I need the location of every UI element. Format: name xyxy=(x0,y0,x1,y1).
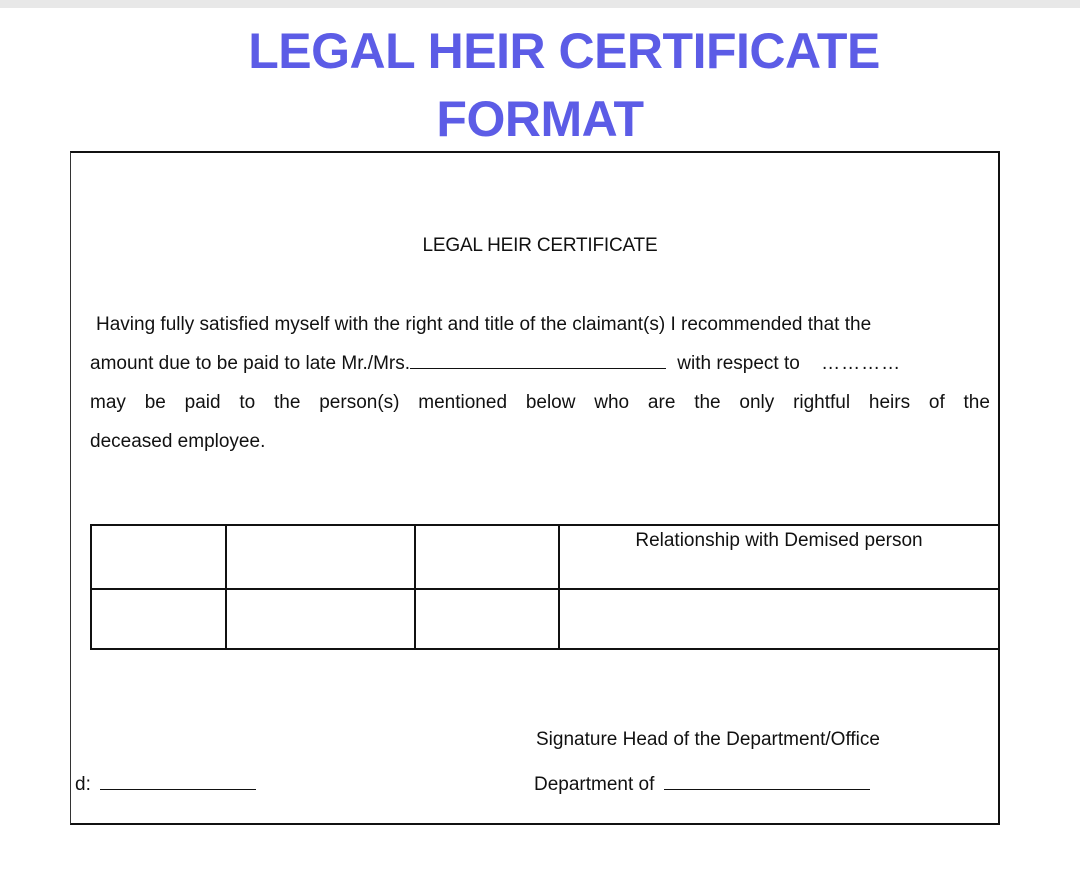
word: may xyxy=(90,392,126,413)
word: the xyxy=(274,392,301,413)
paragraph-line-1: Having fully satisfied myself with the right and title of the claimant(s) I recommended that the xyxy=(96,314,872,335)
department-field xyxy=(534,769,870,796)
paragraph-line-3 xyxy=(90,383,990,422)
word: the xyxy=(694,392,721,413)
word: paid xyxy=(184,392,221,413)
table-header-cell xyxy=(226,525,415,589)
table-cell[interactable] xyxy=(226,589,415,649)
paragraph-line-2 xyxy=(90,344,901,383)
respect-to-blank[interactable]: ………… xyxy=(821,353,902,374)
table-row xyxy=(91,589,999,649)
table-header-cell xyxy=(415,525,559,589)
paragraph-line-2-middle: with respect to xyxy=(677,353,800,374)
department-blank[interactable] xyxy=(664,769,870,790)
word: the xyxy=(963,392,990,413)
department-label: Department of xyxy=(534,774,655,795)
date-label: d: xyxy=(75,774,91,795)
deceased-name-blank[interactable] xyxy=(410,348,666,369)
word: below xyxy=(525,392,576,413)
table-cell[interactable] xyxy=(91,589,226,649)
word: heirs xyxy=(868,392,911,413)
table-header-row xyxy=(91,525,999,589)
word: to xyxy=(239,392,256,413)
table-header-relationship: Relationship with Demised person xyxy=(559,525,999,589)
certificate-title: LEGAL HEIR CERTIFICATE xyxy=(422,235,658,256)
top-bar xyxy=(0,0,1080,8)
word: be xyxy=(144,392,166,413)
table-cell[interactable] xyxy=(559,589,999,649)
table-header-cell xyxy=(91,525,226,589)
word: rightful xyxy=(793,392,851,413)
word: of xyxy=(928,392,945,413)
page-headline: LEGAL HEIR CERTIFICATE xyxy=(248,23,880,79)
paragraph-line-2-prefix: amount due to be paid to late Mr./Mrs. xyxy=(90,353,411,374)
word: only xyxy=(739,392,775,413)
word: who xyxy=(594,392,630,413)
signature-label: Signature Head of the Department/Office xyxy=(536,729,880,750)
paragraph-line-4: deceased employee. xyxy=(90,431,266,452)
word: mentioned xyxy=(418,392,508,413)
date-blank[interactable] xyxy=(100,769,256,790)
word: are xyxy=(647,392,676,413)
table-cell[interactable] xyxy=(415,589,559,649)
certificate-document xyxy=(70,151,1000,825)
page-headline-subtitle: FORMAT xyxy=(436,91,644,147)
heirs-table xyxy=(90,524,1000,650)
word: person(s) xyxy=(319,392,400,413)
date-field xyxy=(75,769,256,796)
